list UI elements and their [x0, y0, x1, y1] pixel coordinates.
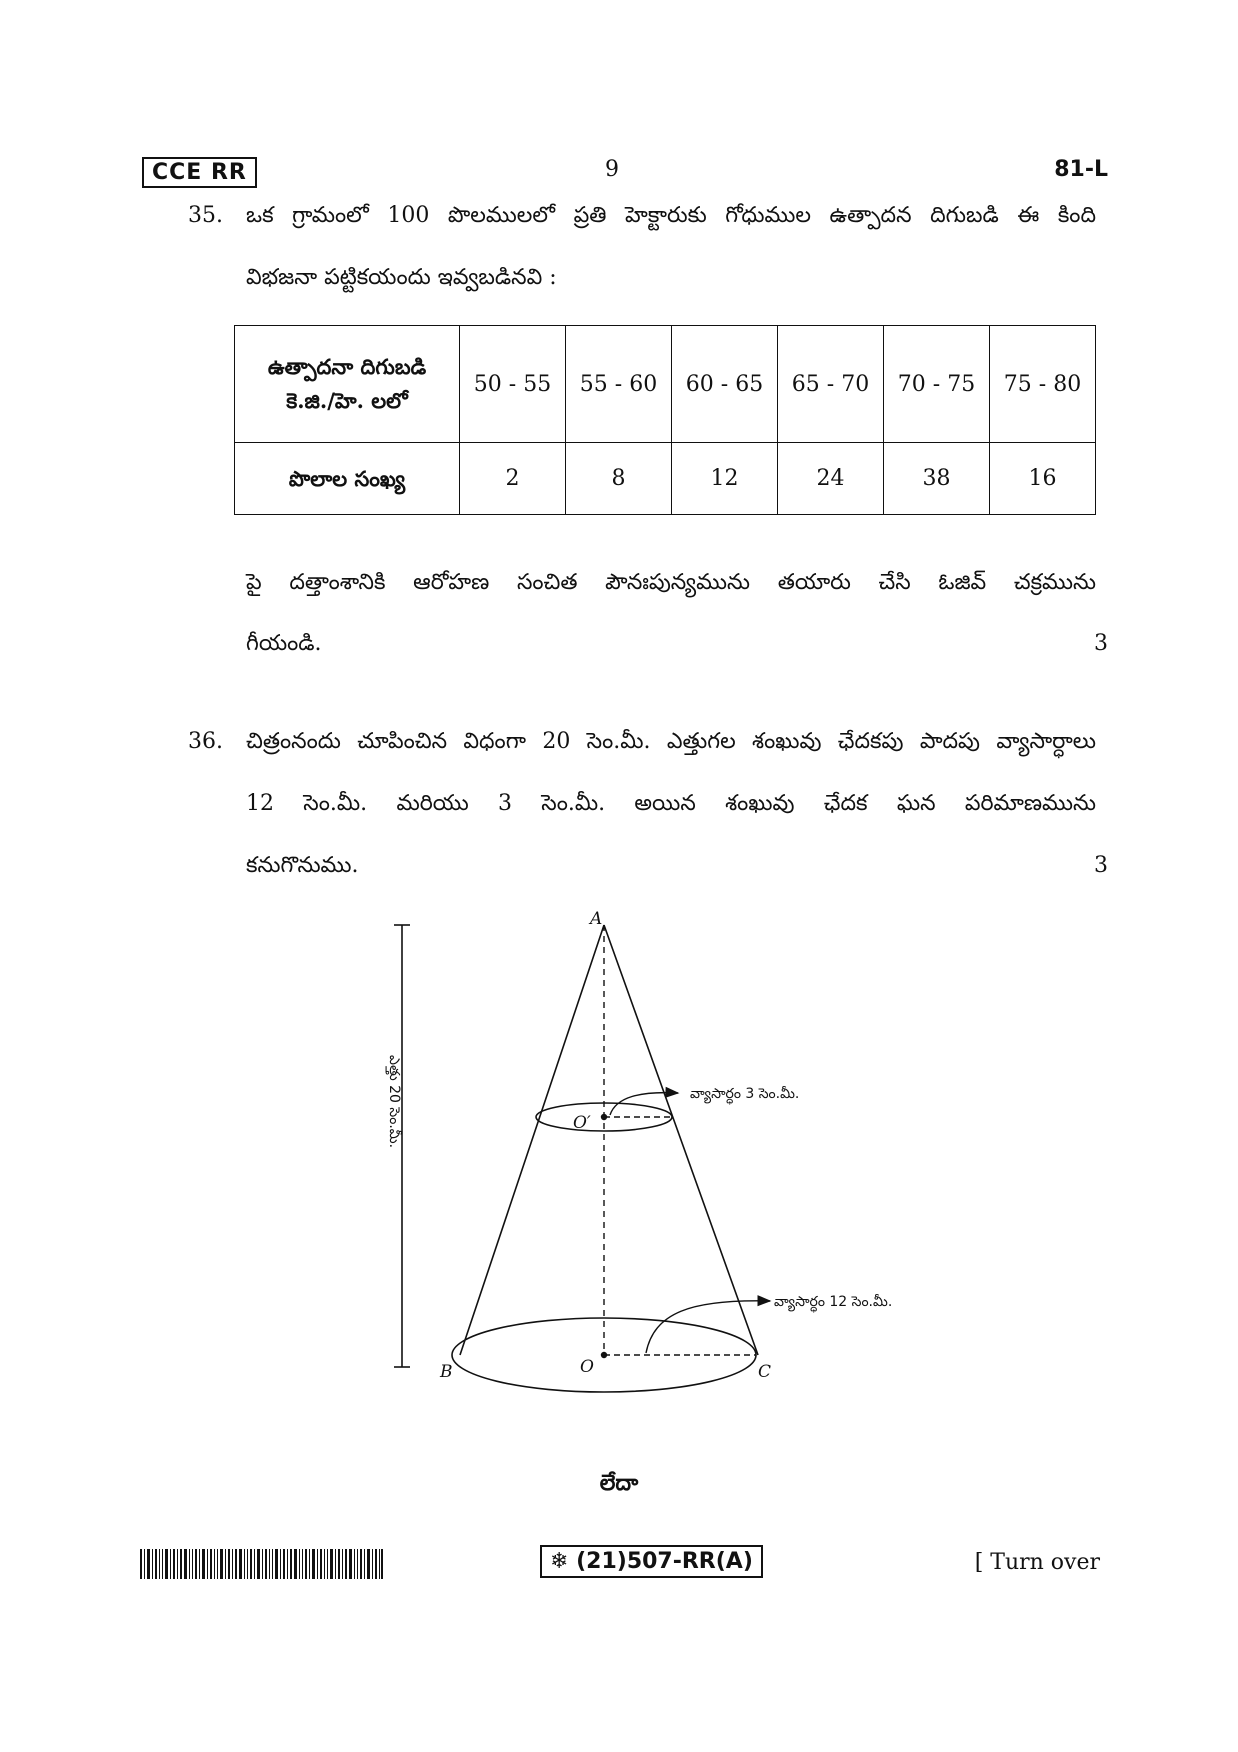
table-row — [235, 326, 1096, 443]
frequency-table — [234, 325, 1096, 515]
table-row — [235, 443, 1096, 515]
question-36-line2: 12 సెం.మీ. మరియు 3 సెం.మీ. అయిన శంఖువు ఛేదక ఘన పరిమాణమును — [246, 791, 1096, 816]
small-radius-label: వ్యాసార్ధం 3 సెం.మీ. — [690, 1086, 800, 1102]
class-interval-cell: 70 - 75 — [884, 326, 990, 443]
yield-label-line1: ఉత్పాదనా దిగుబడి — [267, 354, 427, 379]
frequency-cell: 24 — [778, 443, 884, 515]
barcode-icon — [140, 1549, 383, 1579]
center-o-prime-dot — [601, 1114, 607, 1120]
frequency-cell: 38 — [884, 443, 990, 515]
frustum-cone-figure — [360, 905, 940, 1415]
frequency-cell: 12 — [672, 443, 778, 515]
label-o-prime: O′ — [573, 1113, 591, 1133]
yield-label-line2: కె.జి./హె. లలో — [286, 388, 408, 413]
question-36-number: 36. — [188, 729, 223, 754]
table-row-label-fields: పొలాల సంఖ్య — [235, 443, 460, 515]
header-code-box: CCE RR — [142, 157, 257, 188]
class-interval-cell: 60 - 65 — [672, 326, 778, 443]
class-interval-cell: 65 - 70 — [778, 326, 884, 443]
question-36-line3: కనుగొనుము. — [246, 853, 359, 878]
label-c: C — [758, 1362, 772, 1382]
label-b: B — [440, 1362, 453, 1382]
class-interval-cell: 50 - 55 — [460, 326, 566, 443]
height-label: ఎత్తు 20 సెం.మీ. — [386, 1055, 402, 1149]
cone-side-left — [460, 925, 604, 1355]
question-35-instruction-line1: పై దత్తాంశానికి ఆరోహణ సంచిత పౌనఃపున్యమును తయారు చేసి ఓజివ్ చక్రమును — [246, 570, 1096, 595]
class-interval-cell: 55 - 60 — [566, 326, 672, 443]
question-36-line1: చిత్రంనందు చూపించిన విధంగా 20 సెం.మీ. ఎత్తుగల శంఖువు ఛేదకపు పాదపు వ్యాసార్ధాలు — [246, 729, 1096, 754]
question-35-line1: ఒక గ్రామంలో 100 పొలములలో ప్రతి హెక్టారుకు గోధుముల ఉత్పాదన దిగుబడి ఈ కింది — [246, 203, 1096, 228]
large-radius-label: వ్యాసార్ధం 12 సెం.మీ. — [774, 1294, 893, 1310]
question-35-instruction-line2: గీయండి. — [246, 631, 322, 656]
question-36-marks: 3 — [1094, 853, 1108, 878]
question-35-number: 35. — [188, 203, 223, 228]
center-o-dot — [601, 1352, 607, 1358]
frequency-cell: 16 — [990, 443, 1096, 515]
paper-code: 81-L — [1054, 157, 1108, 182]
page-number: 9 — [605, 157, 619, 182]
question-35-marks: 3 — [1094, 631, 1108, 656]
frequency-cell: 8 — [566, 443, 672, 515]
cone-side-right — [604, 925, 758, 1355]
table-row-label-yield — [235, 326, 460, 443]
question-35-line2: విభజనా పట్టికయందు ఇవ్వబడినవి : — [246, 265, 557, 290]
label-a: A — [590, 909, 603, 929]
question-paper-code-box: ❄ (21)507-RR(A) — [540, 1545, 763, 1578]
or-separator: లేదా — [599, 1470, 639, 1496]
label-o: O — [580, 1357, 594, 1377]
frequency-cell: 2 — [460, 443, 566, 515]
class-interval-cell: 75 - 80 — [990, 326, 1096, 443]
turn-over-note: [ Turn over — [974, 1550, 1100, 1575]
